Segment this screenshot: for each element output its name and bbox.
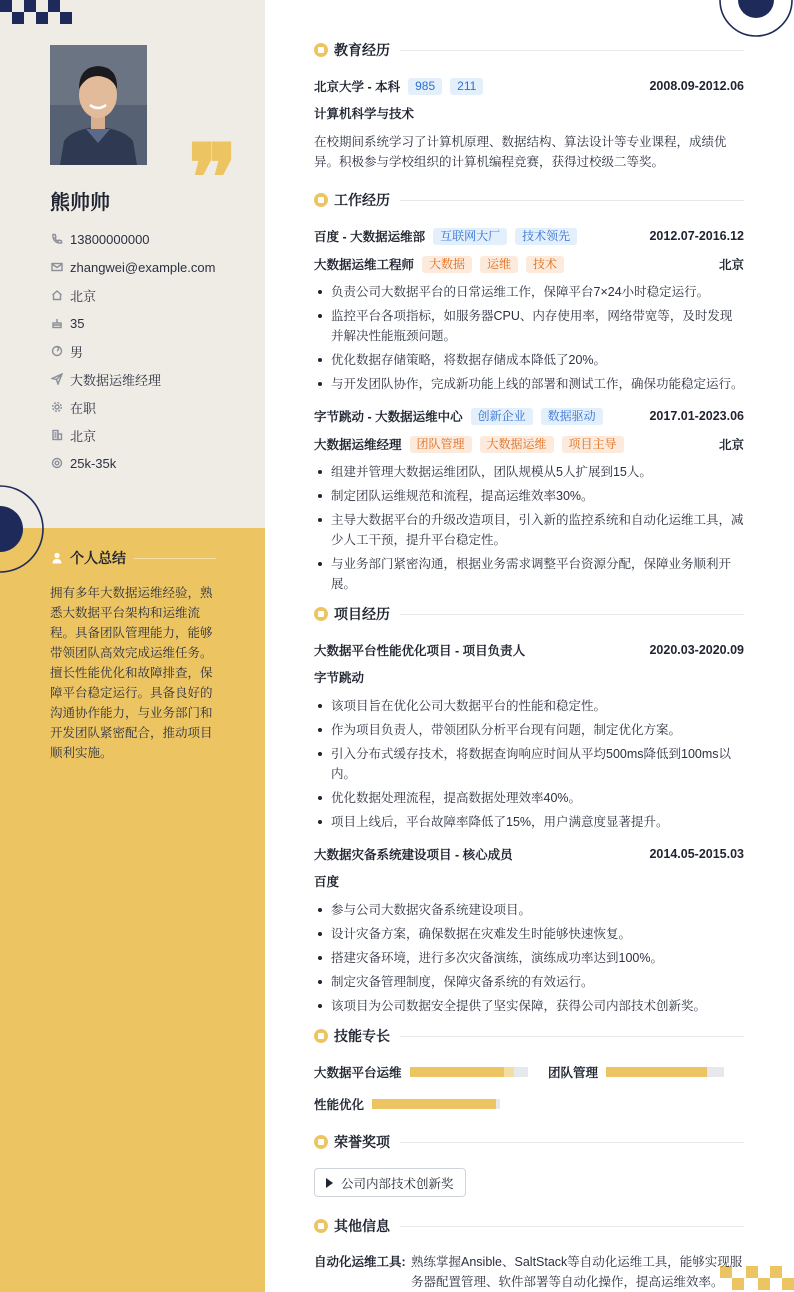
project-period: 2020.03-2020.09 bbox=[649, 643, 744, 657]
list-item: 该项目旨在优化公司大数据平台的性能和稳定性。 bbox=[314, 696, 744, 716]
summary-text: 拥有多年大数据运维经验，熟悉大数据平台架构和运维流程。具备团队管理能力，能够带领团队高效完成运维任务。擅长性能优化和故障排查，保障平台稳定运行。具备良好的沟通协作能力，与业务部门和开发团队紧密配合，推动项目顺利实施。 bbox=[50, 586, 213, 760]
info-position bbox=[50, 365, 215, 393]
job-city: 北京 bbox=[718, 258, 744, 272]
skills-row bbox=[314, 1094, 744, 1114]
skill-bar bbox=[410, 1067, 528, 1077]
project-bullets bbox=[314, 696, 744, 832]
skill-item bbox=[548, 1062, 724, 1082]
education-tag: 985 bbox=[408, 78, 442, 95]
other-title: 其他信息 bbox=[334, 1218, 390, 1234]
other-section bbox=[314, 1216, 744, 1292]
job-city: 北京 bbox=[718, 438, 744, 452]
briefcase-icon bbox=[314, 193, 328, 207]
skill-level bbox=[372, 1099, 496, 1109]
job-role: 大数据运维经理 bbox=[314, 438, 402, 452]
graduation-cap-icon bbox=[314, 43, 328, 57]
section-divider bbox=[400, 200, 744, 201]
age-value: 35 bbox=[70, 315, 85, 331]
skill-name: 大数据平台运维 bbox=[314, 1066, 402, 1080]
avatar-photo bbox=[50, 45, 147, 165]
award-label: 公司内部技术创新奖 bbox=[341, 1176, 454, 1191]
company-tag: 技术领先 bbox=[515, 228, 577, 245]
job-header bbox=[314, 406, 744, 426]
project-period: 2014.05-2015.03 bbox=[649, 847, 744, 861]
job-role: 大数据运维工程师 bbox=[314, 258, 415, 272]
profile-name: 熊帅帅 bbox=[50, 192, 110, 214]
education-title: 教育经历 bbox=[334, 42, 390, 58]
phone-value: 13800000000 bbox=[70, 231, 150, 247]
email-value: zhangwei@example.com bbox=[70, 259, 216, 275]
location-value: 北京 bbox=[70, 288, 97, 304]
gear-icon bbox=[50, 400, 64, 414]
summary-title: 个人总结 bbox=[70, 550, 126, 566]
checker-decoration bbox=[0, 0, 75, 24]
education-period: 2008.09-2012.06 bbox=[649, 79, 744, 93]
status-value: 在职 bbox=[70, 400, 97, 416]
project-header bbox=[314, 640, 744, 660]
skills-section bbox=[314, 1026, 744, 1114]
gender-icon bbox=[50, 344, 64, 358]
other-text: 熟练掌握Ansible、SaltStack等自动化运维工具，能够实现服务器配置管理、软件部署等自动化操作，提高运维效率。 bbox=[411, 1255, 743, 1289]
projects-header bbox=[314, 604, 744, 624]
role-tag: 大数据 bbox=[422, 256, 472, 273]
job-role-row bbox=[314, 434, 744, 454]
company-tag: 数据驱动 bbox=[541, 408, 603, 425]
skill-level bbox=[410, 1067, 504, 1077]
city-value: 北京 bbox=[70, 428, 97, 444]
person-icon bbox=[50, 551, 64, 565]
list-item: 设计灾备方案，确保数据在灾难发生时能够快速恢复。 bbox=[314, 924, 744, 944]
list-item: 制定灾备管理制度，保障灾备系统的有效运行。 bbox=[314, 972, 744, 992]
list-item: 项目上线后，平台故障率降低了15%，用户满意度显著提升。 bbox=[314, 812, 744, 832]
project-name: 大数据灾备系统建设项目 - 核心成员 bbox=[314, 848, 513, 862]
job-period: 2012.07-2016.12 bbox=[649, 229, 744, 243]
info-icon bbox=[314, 1219, 328, 1233]
role-tag: 大数据运维 bbox=[480, 436, 554, 453]
project-company: 字节跳动 bbox=[314, 671, 365, 685]
awards-list bbox=[314, 1168, 744, 1197]
skill-name: 团队管理 bbox=[547, 1066, 598, 1080]
circle-decoration-left bbox=[0, 484, 44, 574]
work-title: 工作经历 bbox=[334, 192, 390, 208]
projects-title: 项目经历 bbox=[334, 606, 390, 622]
education-row bbox=[314, 76, 744, 96]
skills-header bbox=[314, 1026, 744, 1046]
list-item: 主导大数据平台的升级改造项目，引入新的监控系统和自动化运维工具，减少人工干预，提升平台稳定性。 bbox=[314, 510, 744, 550]
work-header bbox=[314, 190, 744, 210]
project-company: 百度 bbox=[314, 875, 340, 889]
skill-item bbox=[314, 1062, 528, 1082]
phone-icon bbox=[50, 232, 64, 246]
summary-divider bbox=[134, 558, 216, 559]
education-header bbox=[314, 40, 744, 60]
list-item: 优化数据处理流程，提高数据处理效率40%。 bbox=[314, 788, 744, 808]
list-item: 负责公司大数据平台的日常运维工作，保障平台7×24小时稳定运行。 bbox=[314, 282, 744, 302]
projects-section bbox=[314, 604, 744, 1020]
role-tag: 运维 bbox=[480, 256, 518, 273]
job-header bbox=[314, 226, 744, 246]
info-location bbox=[50, 281, 215, 309]
quote-decoration: ❞ bbox=[188, 124, 232, 232]
sidebar bbox=[0, 0, 265, 1292]
coin-icon bbox=[50, 456, 64, 470]
other-header bbox=[314, 1216, 744, 1236]
trophy-icon bbox=[314, 1135, 328, 1149]
summary-header bbox=[50, 548, 216, 568]
circle-decoration-top bbox=[718, 0, 794, 38]
list-item: 制定团队运维规范和流程，提高运维效率30%。 bbox=[314, 486, 744, 506]
info-city bbox=[50, 421, 215, 449]
role-tag: 技术 bbox=[526, 256, 564, 273]
list-item: 与开发团队协作，完成新功能上线的部署和测试工作，确保功能稳定运行。 bbox=[314, 374, 744, 394]
list-item: 作为项目负责人，带领团队分析平台现有问题，制定优化方案。 bbox=[314, 720, 744, 740]
company-tag: 创新企业 bbox=[471, 408, 533, 425]
grid-icon bbox=[314, 607, 328, 621]
section-divider bbox=[400, 614, 744, 615]
skill-item bbox=[314, 1094, 500, 1114]
position-value: 大数据运维经理 bbox=[70, 372, 162, 388]
education-description: 在校期间系统学习了计算机原理、数据结构、算法设计等专业课程，成绩优异。积极参与学校组织的计算机编程竞赛，获得过校级二等奖。 bbox=[314, 135, 727, 169]
section-divider bbox=[400, 1142, 744, 1143]
list-item: 搭建灾备环境，进行多次灾备演练，演练成功率达到100%。 bbox=[314, 948, 744, 968]
skill-bar bbox=[606, 1067, 724, 1077]
salary-value: 25k-35k bbox=[70, 455, 117, 471]
avatar bbox=[50, 45, 147, 165]
job-bullets bbox=[314, 282, 744, 394]
school-name: 北京大学 - 本科 bbox=[314, 80, 401, 94]
awards-section bbox=[314, 1132, 744, 1197]
project-header bbox=[314, 844, 744, 864]
info-email bbox=[50, 253, 215, 281]
award-badge bbox=[314, 1168, 466, 1197]
education-section bbox=[314, 40, 744, 172]
job-period: 2017.01-2023.06 bbox=[649, 409, 744, 423]
list-item: 与业务部门紧密沟通，根据业务需求调整平台资源分配，保障业务顺利开展。 bbox=[314, 554, 744, 594]
cake-icon bbox=[50, 316, 64, 330]
info-phone bbox=[50, 225, 215, 253]
job-bullets bbox=[314, 462, 744, 594]
skill-level bbox=[606, 1067, 707, 1077]
role-tag: 项目主导 bbox=[562, 436, 624, 453]
contact-info-list bbox=[50, 225, 215, 477]
job-role-row bbox=[314, 254, 744, 274]
home-icon bbox=[50, 288, 64, 302]
list-item: 组建并管理大数据运维团队，团队规模从5人扩展到15人。 bbox=[314, 462, 744, 482]
building-icon bbox=[50, 428, 64, 442]
education-tag: 211 bbox=[450, 78, 483, 95]
company-tag: 互联网大厂 bbox=[433, 228, 507, 245]
section-divider bbox=[400, 50, 744, 51]
awards-header bbox=[314, 1132, 744, 1152]
skills-title: 技能专长 bbox=[334, 1028, 390, 1044]
skill-name: 性能优化 bbox=[314, 1098, 365, 1112]
work-section bbox=[314, 190, 744, 598]
info-status bbox=[50, 393, 215, 421]
awards-title: 荣誉奖项 bbox=[334, 1134, 390, 1150]
info-salary bbox=[50, 449, 215, 477]
list-item: 引入分布式缓存技术，将数据查询响应时间从平均500ms降低到100ms以内。 bbox=[314, 744, 744, 784]
list-item: 该项目为公司数据安全提供了坚实保障，获得公司内部技术创新奖。 bbox=[314, 996, 744, 1016]
info-gender bbox=[50, 337, 215, 365]
info-age bbox=[50, 309, 215, 337]
skill-bar bbox=[372, 1099, 500, 1109]
list-item: 监控平台各项指标，如服务器CPU、内存使用率，网络带宽等，及时发现并解决性能瓶颈问题。 bbox=[314, 306, 744, 346]
play-icon bbox=[326, 1178, 333, 1188]
education-major: 计算机科学与技术 bbox=[314, 107, 415, 121]
other-label: 自动化运维工具: bbox=[314, 1255, 406, 1269]
list-item: 参与公司大数据灾备系统建设项目。 bbox=[314, 900, 744, 920]
other-row bbox=[314, 1252, 744, 1292]
job-company: 百度 - 大数据运维部 bbox=[314, 230, 426, 244]
section-divider bbox=[400, 1226, 744, 1227]
project-name: 大数据平台性能优化项目 - 项目负责人 bbox=[314, 644, 526, 658]
section-divider bbox=[400, 1036, 744, 1037]
project-bullets bbox=[314, 900, 744, 1016]
gender-value: 男 bbox=[70, 344, 84, 360]
send-icon bbox=[50, 372, 64, 386]
list-item: 优化数据存储策略，将数据存储成本降低了20%。 bbox=[314, 350, 744, 370]
mail-icon bbox=[50, 260, 64, 274]
thumbs-up-icon bbox=[314, 1029, 328, 1043]
role-tag: 团队管理 bbox=[410, 436, 472, 453]
skills-row bbox=[314, 1062, 744, 1082]
job-company: 字节跳动 - 大数据运维中心 bbox=[314, 410, 463, 424]
